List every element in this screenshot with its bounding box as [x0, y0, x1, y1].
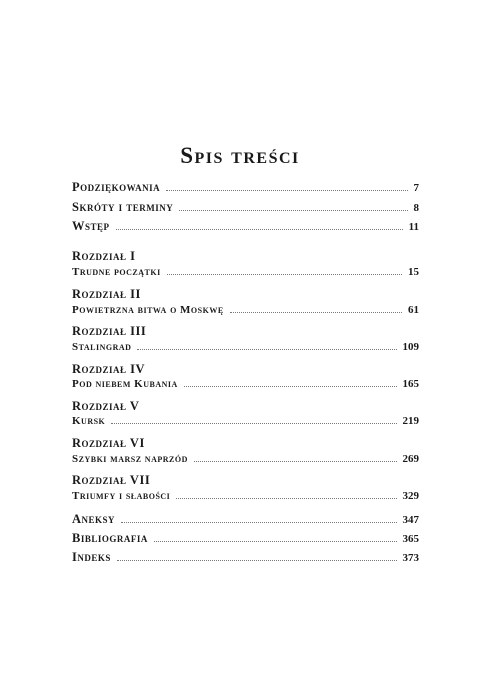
chapter-heading: Rozdział III: [72, 324, 147, 338]
dot-leader: [184, 377, 397, 387]
entry-label: Skróty i terminy: [72, 200, 174, 214]
dot-leader: [167, 265, 402, 275]
entry-label: Indeks: [72, 550, 111, 564]
toc-entry-chapter-2[interactable]: [72, 303, 419, 319]
entry-label: Bibliografia: [72, 531, 148, 545]
toc-title: Spis treści: [180, 143, 300, 168]
entry-label: Stalingrad: [72, 341, 132, 353]
entry-label: Szybki marsz naprzód: [72, 453, 188, 465]
entry-page-number: 219: [402, 415, 419, 427]
toc-entry-chapter-1[interactable]: [72, 265, 419, 281]
entry-page-number: 15: [408, 266, 419, 278]
dot-leader: [166, 181, 407, 191]
entry-label: Powietrzna bitwa o Moskwę: [72, 304, 224, 316]
entry-page-number: 365: [402, 533, 419, 545]
dot-leader: [230, 303, 402, 313]
toc-entry-chapter-7[interactable]: [72, 489, 419, 505]
entry-label: Podziękowania: [72, 180, 161, 194]
entry-page-number: 11: [408, 221, 419, 233]
entry-label: Pod niebem Kubania: [72, 378, 178, 390]
entry-label: Kursk: [72, 415, 106, 427]
entry-page-number: 347: [402, 514, 419, 526]
dot-leader: [137, 340, 396, 350]
dot-leader: [121, 513, 396, 523]
dot-leader: [194, 452, 397, 462]
toc-entry-introduction[interactable]: [72, 219, 419, 235]
dot-leader: [117, 551, 397, 561]
chapter-heading: Rozdział VII: [72, 473, 151, 487]
entry-page-number: 329: [402, 490, 419, 502]
dot-leader: [179, 201, 407, 211]
entry-page-number: 269: [402, 453, 419, 465]
chapter-heading: Rozdział I: [72, 249, 136, 263]
entry-page-number: 61: [408, 304, 419, 316]
toc-entry-acknowledgements[interactable]: [72, 180, 419, 196]
chapter-heading: Rozdział II: [72, 287, 141, 301]
entry-label: Wstęp: [72, 219, 110, 233]
toc-entry-abbreviations[interactable]: [72, 200, 419, 216]
entry-label: Triumfy i słabości: [72, 490, 171, 502]
toc-entry-index[interactable]: [72, 550, 419, 566]
toc-entry-chapter-5[interactable]: [72, 414, 419, 430]
dot-leader: [116, 220, 403, 230]
chapter-heading: Rozdział VI: [72, 436, 145, 450]
toc-entry-annexes[interactable]: [72, 512, 419, 528]
dot-leader: [154, 532, 397, 542]
entry-page-number: 373: [402, 552, 419, 564]
toc-entry-bibliography[interactable]: [72, 531, 419, 547]
entry-label: Aneksy: [72, 512, 116, 526]
entry-page-number: 7: [413, 182, 419, 194]
entry-page-number: 8: [413, 202, 419, 214]
toc-entry-chapter-4[interactable]: [72, 377, 419, 393]
toc-entry-chapter-3[interactable]: [72, 340, 419, 356]
chapter-heading: Rozdział V: [72, 399, 140, 413]
toc-entry-chapter-6[interactable]: [72, 452, 419, 468]
entry-label: Trudne początki: [72, 266, 161, 278]
dot-leader: [111, 414, 396, 424]
entry-page-number: 109: [402, 341, 419, 353]
dot-leader: [176, 489, 396, 499]
chapter-heading: Rozdział IV: [72, 362, 146, 376]
entry-page-number: 165: [402, 378, 419, 390]
